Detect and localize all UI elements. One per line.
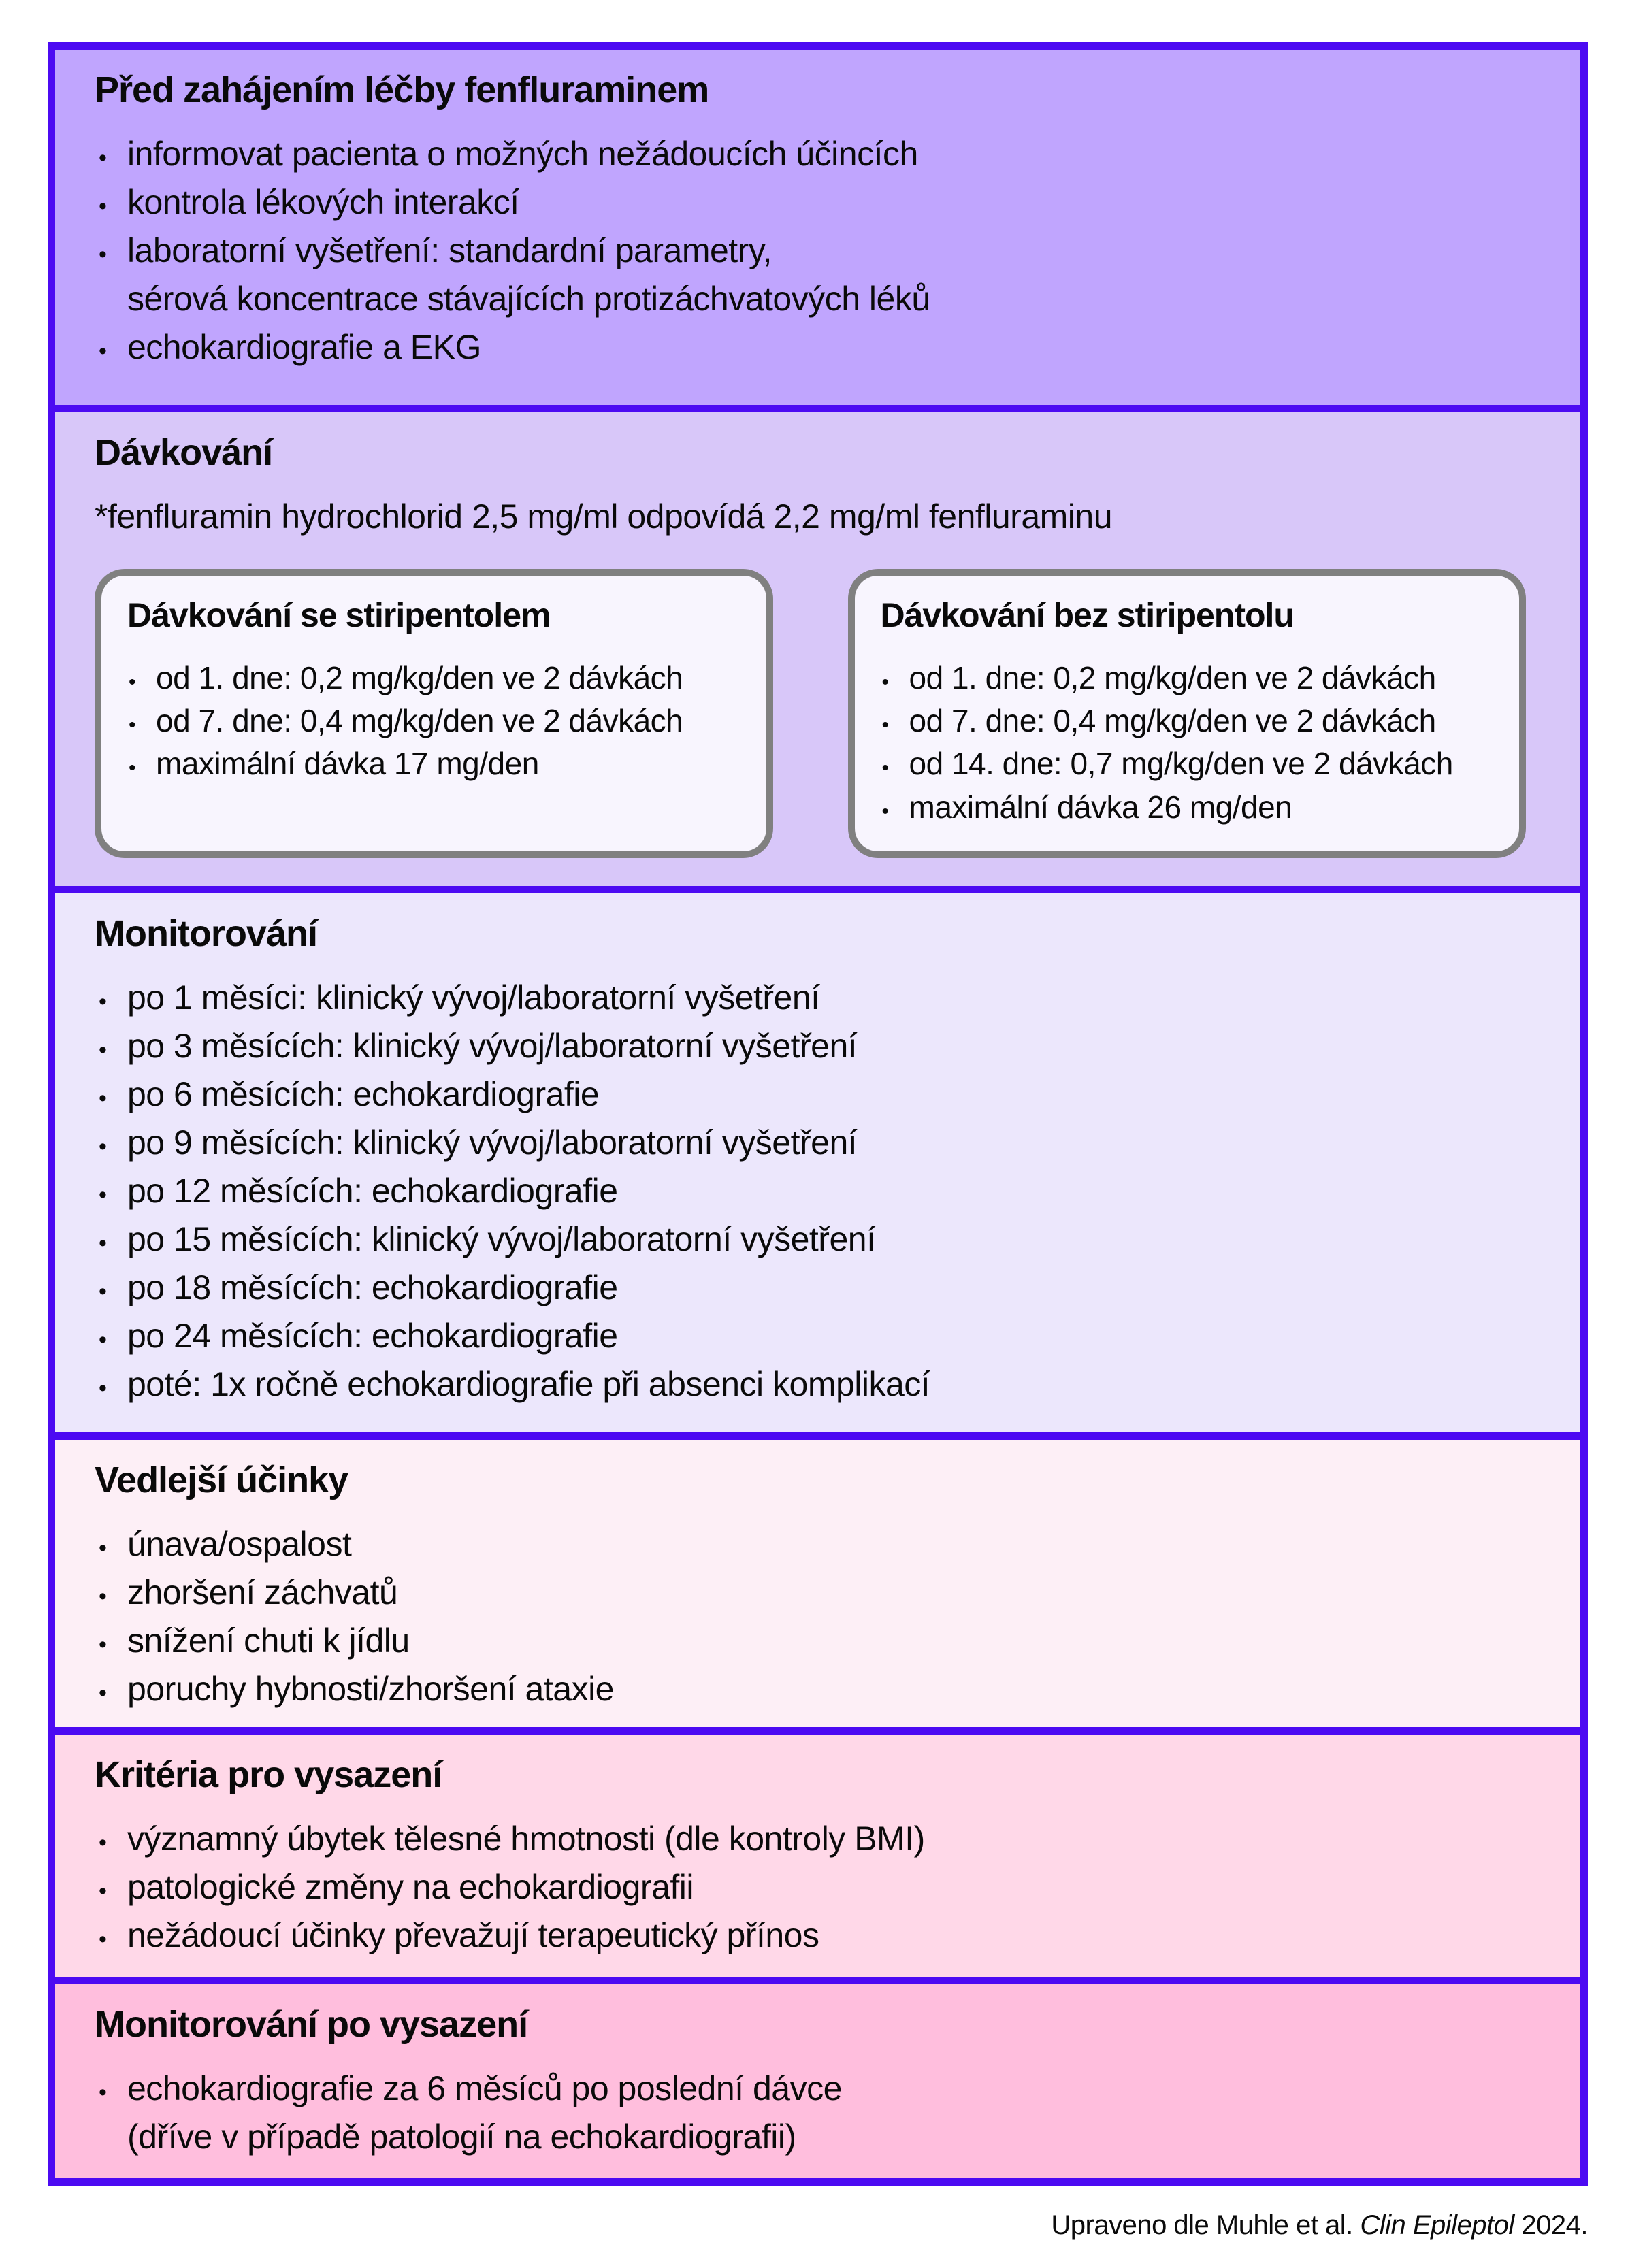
section-monitoring <box>55 886 1580 1432</box>
bullet-dot: • <box>99 1830 107 1856</box>
bullet-item <box>95 1573 1546 1612</box>
bullet-list <box>95 978 1546 1404</box>
bullet-text: po 9 měsících: klinický vývoj/laboratorní vyšetření <box>127 1123 858 1162</box>
bullet-text: sérová koncentrace stávajících protizáchvatových léků <box>127 280 930 318</box>
bullet-dot: • <box>99 1375 107 1402</box>
bullet-dot: • <box>99 1085 107 1112</box>
bullet-item <box>95 1867 1546 1907</box>
bullet-list <box>95 1524 1546 1709</box>
bullet-text: zhoršení záchvatů <box>127 1573 398 1612</box>
bullet-text: od 1. dne: 0,2 mg/kg/den ve 2 dávkách <box>156 659 683 695</box>
bullet-dot: • <box>99 338 107 365</box>
bullet-text: (dříve v případě patologií na echokardiografii) <box>127 2118 796 2156</box>
bullet-text: po 18 měsících: echokardiografie <box>127 1268 618 1307</box>
dosing-note: *fenfluramin hydrochlorid 2,5 mg/ml odpovídá 2,2 mg/ml fenfluraminu <box>95 497 1113 536</box>
bullet-item <box>95 978 1546 1017</box>
bullet-item <box>127 660 740 696</box>
dosing-with-stiripentol-box <box>95 569 773 858</box>
bullet-dot: • <box>99 1230 107 1257</box>
citation-suffix: 2024. <box>1514 2210 1588 2240</box>
bullet-text: echokardiografie a EKG <box>127 328 481 367</box>
bullet-dot: • <box>99 193 107 220</box>
bullet-dot: • <box>881 670 889 693</box>
bullet-text: od 1. dne: 0,2 mg/kg/den ve 2 dávkách <box>909 659 1436 695</box>
bullet-text: po 6 měsících: echokardiografie <box>127 1075 600 1114</box>
bullet-item <box>95 1819 1546 1858</box>
dosing-boxes <box>95 569 1526 858</box>
bullet-text: po 3 měsících: klinický vývoj/laboratorní vyšetření <box>127 1027 858 1066</box>
bullet-text: od 7. dne: 0,4 mg/kg/den ve 2 dávkách <box>156 702 683 738</box>
bullet-text: po 1 měsíci: klinický vývoj/laboratorní vyšetření <box>127 979 820 1017</box>
bullet-text: poté: 1x ročně echokardiografie při absenci komplikací <box>127 1365 930 1404</box>
bullet-dot: • <box>99 1632 107 1658</box>
bullet-text: patologické změny na echokardiografii <box>127 1868 694 1907</box>
bullet-item <box>95 1074 1546 1114</box>
section-side-effects <box>55 1432 1580 1727</box>
bullet-text: od 7. dne: 0,4 mg/kg/den ve 2 dávkách <box>909 702 1436 738</box>
dosing-without-stiripentol-box <box>848 569 1527 858</box>
bullet-item <box>95 1524 1546 1564</box>
bullet-item <box>95 1621 1546 1660</box>
bullet-dot: • <box>99 2080 107 2106</box>
bullet-item <box>95 231 1546 270</box>
bullet-dot: • <box>99 1037 107 1064</box>
bullet-dot: • <box>99 1327 107 1353</box>
bullet-dot: • <box>129 670 136 693</box>
bullet-item <box>127 746 740 782</box>
bullet-item <box>127 703 740 739</box>
box-title: Dávkování se stiripentolem <box>127 596 551 635</box>
bullet-item <box>95 1316 1546 1355</box>
bullet-text: snížení chuti k jídlu <box>127 1622 410 1660</box>
bullet-list <box>95 2069 1546 2156</box>
bullet-text: informovat pacienta o možných nežádoucích účincích <box>127 135 918 174</box>
bullet-item <box>95 182 1546 222</box>
bullet-dot: • <box>99 1680 107 1707</box>
bullet-text: po 24 měsících: echokardiografie <box>127 1317 618 1355</box>
bullet-list <box>95 1819 1546 1955</box>
bullet-item <box>881 660 1494 696</box>
bullet-text: kontrola lékových interakcí <box>127 183 519 222</box>
bullet-item <box>95 1268 1546 1307</box>
bullet-dot: • <box>129 713 136 736</box>
bullet-text: od 14. dne: 0,7 mg/kg/den ve 2 dávkách <box>909 746 1453 782</box>
bullet-dot: • <box>129 757 136 780</box>
bullet-item <box>95 327 1546 367</box>
box-title: Dávkování bez stiripentolu <box>880 596 1294 635</box>
bullet-item <box>95 1026 1546 1066</box>
section-pre-treatment <box>55 50 1580 405</box>
bullet-item <box>881 746 1494 782</box>
bullet-text: po 15 měsících: klinický vývoj/laboratorní vyšetření <box>127 1220 876 1259</box>
bullet-dot: • <box>881 713 889 736</box>
bullet-item <box>95 1123 1546 1162</box>
bullet-dot: • <box>99 145 107 171</box>
bullet-dot: • <box>99 1279 107 1305</box>
source-citation <box>48 2210 1588 2241</box>
bullet-text: echokardiografie za 6 měsíců po poslední dávce <box>127 2069 842 2108</box>
bullet-text: laboratorní vyšetření: standardní parametry, <box>127 231 772 270</box>
bullet-text: významný úbytek tělesné hmotnosti (dle kontroly BMI) <box>127 1820 925 1858</box>
section-title: Monitorování <box>95 913 317 954</box>
bullet-item <box>881 703 1494 739</box>
bullet-dot: • <box>99 1134 107 1160</box>
bullet-item <box>95 1364 1546 1404</box>
bullet-dot: • <box>99 1878 107 1905</box>
bullet-continuation <box>95 279 1546 318</box>
section-discontinuation-criteria <box>55 1727 1580 1977</box>
section-title: Monitorování po vysazení <box>95 2004 528 2045</box>
section-title: Dávkování <box>95 432 273 473</box>
bullet-item <box>95 1669 1546 1709</box>
bullet-text: maximální dávka 26 mg/den <box>909 789 1292 825</box>
section-title: Před zahájením léčby fenfluraminem <box>95 69 709 110</box>
bullet-item <box>95 1171 1546 1211</box>
bullet-dot: • <box>99 989 107 1015</box>
section-title: Kritéria pro vysazení <box>95 1754 442 1795</box>
bullet-dot: • <box>881 757 889 780</box>
bullet-dot: • <box>881 800 889 823</box>
bullet-dot: • <box>99 1535 107 1562</box>
citation-journal: Clin Epileptol <box>1360 2210 1514 2240</box>
bullet-text: poruchy hybnosti/zhoršení ataxie <box>127 1670 614 1709</box>
section-dosing <box>55 405 1580 886</box>
bullet-text: po 12 měsících: echokardiografie <box>127 1172 618 1211</box>
bullet-item <box>95 1916 1546 1955</box>
bullet-item <box>95 134 1546 174</box>
bullet-text: únava/ospalost <box>127 1525 352 1564</box>
bullet-dot: • <box>99 1182 107 1209</box>
bullet-item <box>95 1219 1546 1259</box>
bullet-dot: • <box>99 1926 107 1953</box>
section-title: Vedlejší účinky <box>95 1460 348 1500</box>
fenfluramine-treatment-infographic <box>48 42 1588 2186</box>
bullet-continuation <box>95 2117 1546 2156</box>
section-post-discontinuation-monitoring <box>55 1977 1580 2178</box>
bullet-item <box>95 2069 1546 2108</box>
bullet-item <box>881 789 1494 825</box>
bullet-dot: • <box>99 1583 107 1610</box>
bullet-text: maximální dávka 17 mg/den <box>156 746 539 782</box>
bullet-text: nežádoucí účinky převažují terapeutický přínos <box>127 1916 819 1955</box>
citation-prefix: Upraveno dle Muhle et al. <box>1051 2210 1361 2240</box>
bullet-list <box>95 134 1546 367</box>
bullet-dot: • <box>99 242 107 268</box>
